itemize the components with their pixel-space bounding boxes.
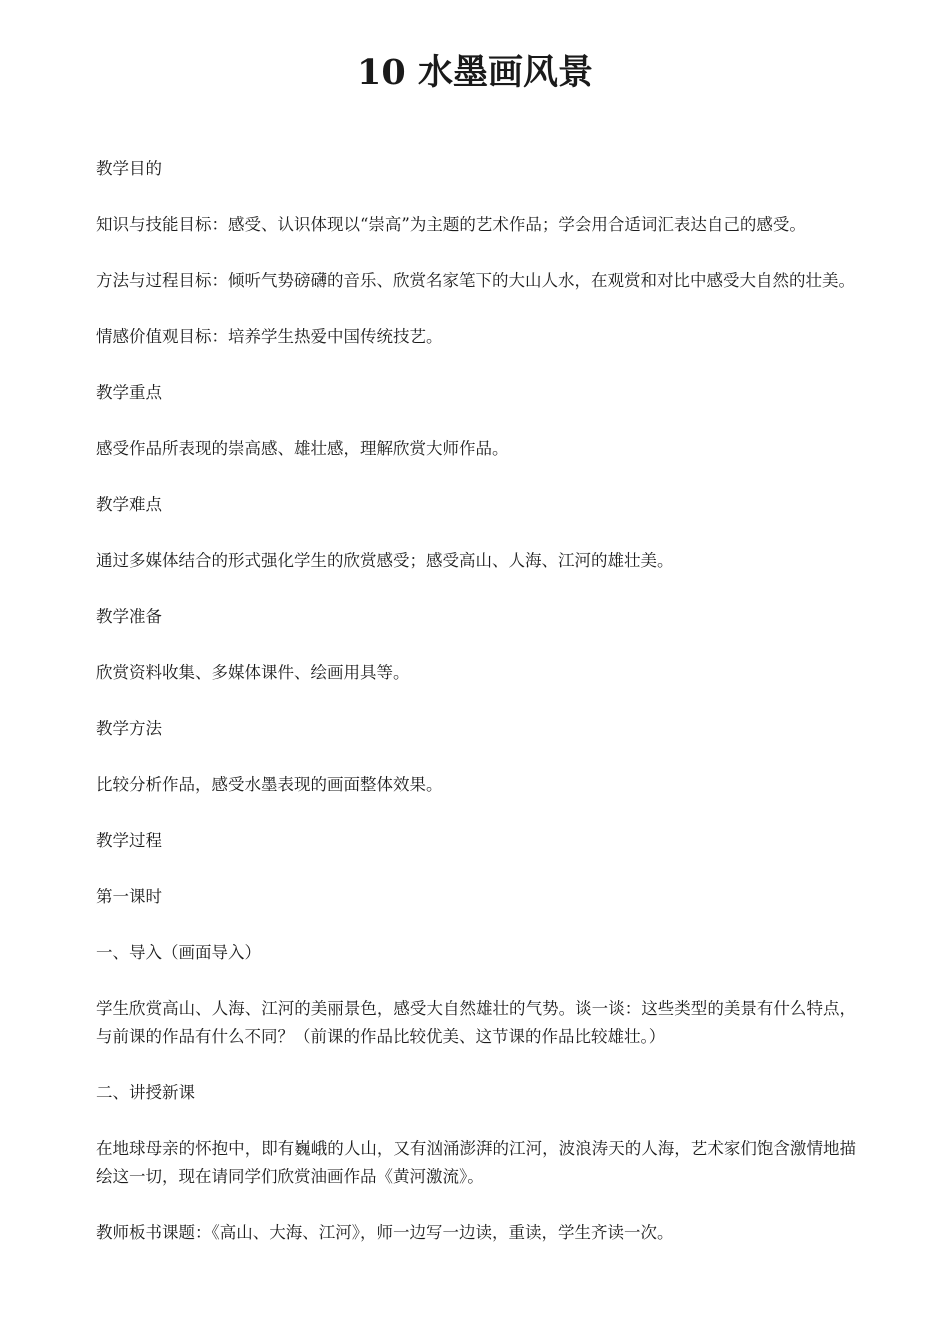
section-heading-objectives: 教学目的 [96, 159, 162, 178]
paragraph-process-goal: 方法与过程目标：倾听气势磅礴的音乐、欣赏名家笔下的大山人水，在观赏和对比中感受大自然的壮美。 [96, 271, 855, 290]
paragraph-first-lesson: 第一课时 [96, 887, 162, 906]
document-body [96, 155, 856, 1247]
paragraph-difficulties: 通过多媒体结合的形式强化学生的欣赏感受；感受高山、人海、江河的雄壮美。 [96, 551, 674, 570]
paragraph-key-points: 感受作品所表现的崇高感、雄壮感，理解欣赏大师作品。 [96, 439, 509, 458]
section-heading-methods: 教学方法 [96, 719, 162, 738]
section-heading-preparation: 教学准备 [96, 607, 162, 626]
paragraph-methods: 比较分析作品，感受水墨表现的画面整体效果。 [96, 775, 443, 794]
paragraph-knowledge-goal: 知识与技能目标：感受、认识体现以“崇高”为主题的艺术作品；学会用合适词汇表达自己的感受。 [96, 215, 806, 234]
section-heading-key-points: 教学重点 [96, 383, 162, 402]
paragraph-board-title: 教师板书课题：《高山、大海、江河》，师一边写一边读，重读，学生齐读一次。 [96, 1223, 674, 1242]
section-heading-process: 教学过程 [96, 831, 162, 850]
section-heading-difficulties: 教学难点 [96, 495, 162, 514]
paragraph-new-lesson-heading: 二、讲授新课 [96, 1083, 195, 1102]
document-title: 10 水墨画风景 [357, 52, 593, 93]
paragraph-intro-heading: 一、导入（画面导入） [96, 943, 261, 962]
paragraph-emotion-goal: 情感价值观目标：培养学生热爱中国传统技艺。 [96, 327, 443, 346]
paragraph-new-lesson: 在地球母亲的怀抱中，即有巍峨的人山，又有汹涌澎湃的江河，波浪涛天的人海，艺术家们饱含激情地描绘这一切，现在请同学们欣赏油画作品《黄河激流》。 [96, 1139, 856, 1186]
paragraph-preparation: 欣赏资料收集、多媒体课件、绘画用具等。 [96, 663, 410, 682]
paragraph-intro: 学生欣赏高山、人海、江河的美丽景色，感受大自然雄壮的气势。谈一谈：这些类型的美景有什么特点，与前课的作品有什么不同？（前课的作品比较优美、这节课的作品比较雄壮。） [96, 999, 856, 1046]
